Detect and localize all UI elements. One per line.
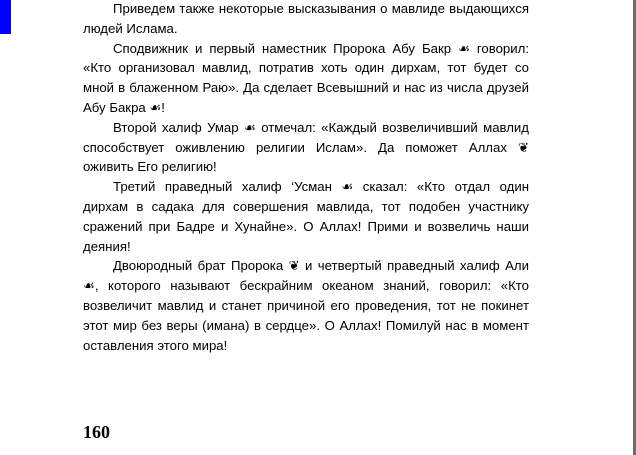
paragraph-abu-bakr: Сподвижник и первый наместник Пророка Абу Бакр ☙ говорил: «Кто организовал мавлид, потратив хоть один дирхам, тот будет со мной в блаженном Раю». Да сделает Всевышний и нас из числа друзей Абу Бакра ☙!: [83, 40, 529, 115]
left-blue-marker: [0, 0, 11, 34]
page-body: [83, 0, 529, 355]
paragraph-umar: Второй халиф Умар ☙ отмечал: «Каждый возвеличивший мавлид способствует оживлению религии Ислам». Да поможет Аллах ❦ оживить Его религию!: [83, 119, 529, 175]
paragraph-intro: Приведем также некоторые высказывания о мавлиде выдающихся людей Ислама.: [83, 1, 529, 36]
paragraph-ali: Двоюродный брат Пророка ❦ и четвертый праведный халиф Али ☙, которого называют бескрайним океаном знаний, говорил: «Кто возвеличит мавлид и станет причиной его проведения, тот не покинет этот мир без веры (имана) в сердце». О Аллах! Помилуй нас в момент оставления этого мира!: [83, 258, 529, 353]
page-number: 160: [83, 422, 110, 442]
paragraph-usman: Третий праведный халиф ‘Усман ☙ сказал: «Кто отдал один дирхам в садака для совершения мавлида, тот подобен участнику сражений при Бадре и Хунайне». О Аллах! Прими и возвеличь наши деяния!: [83, 179, 529, 254]
